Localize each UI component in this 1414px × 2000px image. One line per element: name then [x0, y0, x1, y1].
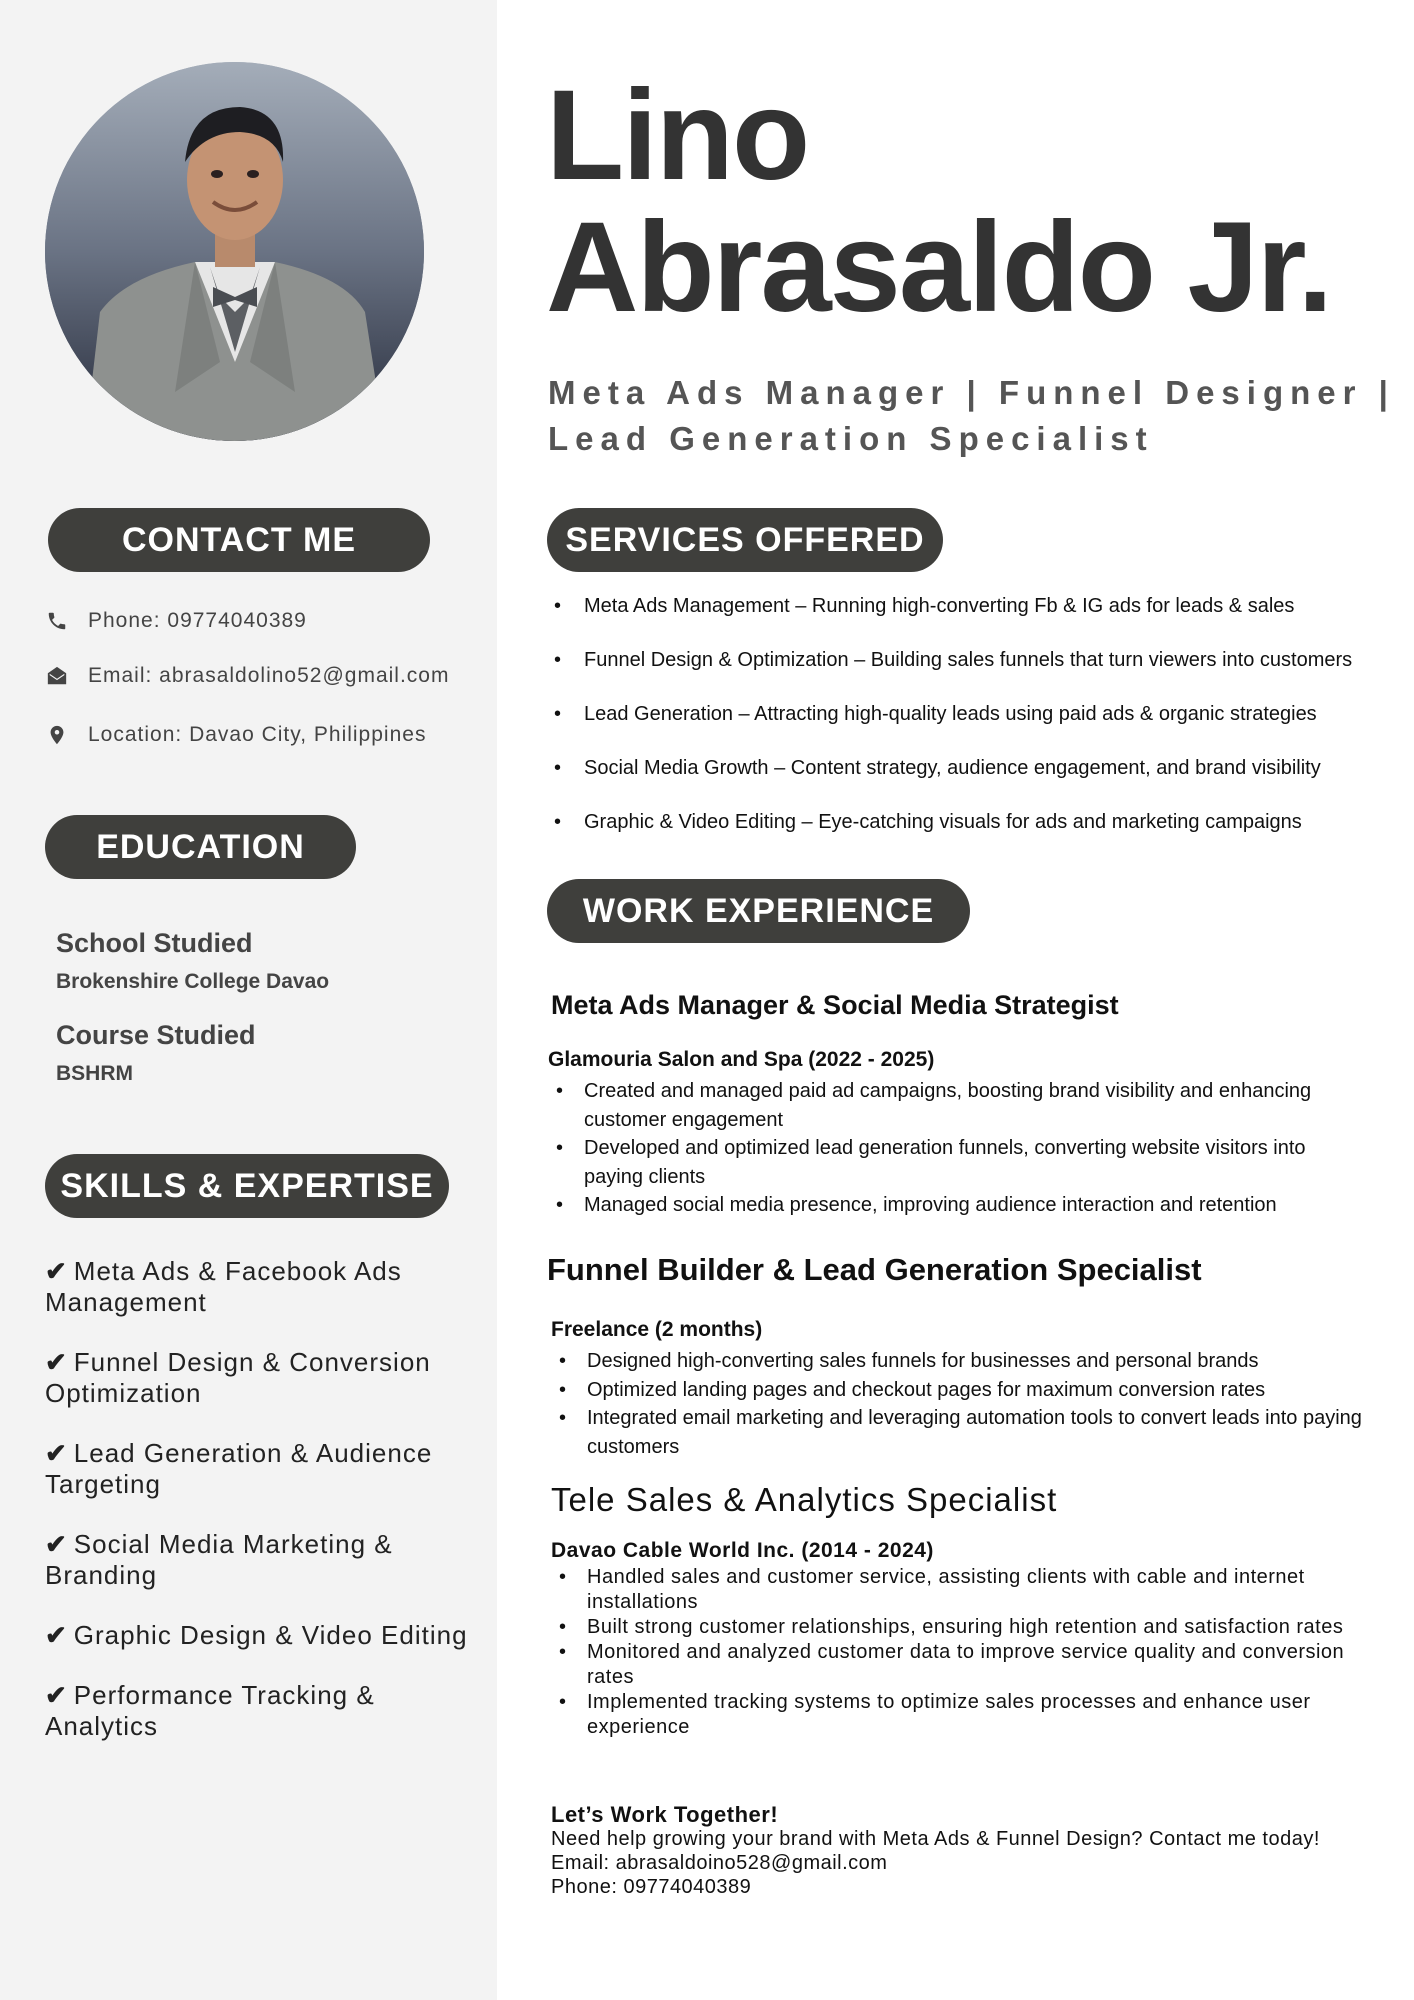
service-item: • Meta Ads Management – Running high-converting Fb & IG ads for leads & sales — [548, 593, 1414, 619]
job-bullet: • Built strong customer relationships, ensuring high retention and satisfaction rates — [551, 1615, 1381, 1640]
job-bullet: • Created and managed paid ad campaigns, boosting brand visibility and enhancing customer engagement — [548, 1077, 1368, 1134]
skill-text: Graphic Design & Video Editing — [73, 1620, 468, 1650]
skill-text: Lead Generation & Audience Targeting — [45, 1438, 433, 1499]
education-heading — [45, 815, 356, 879]
job-company: Glamouria Salon and Spa (2022 - 2025) — [548, 1048, 935, 1071]
job-title: Tele Sales & Analytics Specialist — [551, 1481, 1058, 1518]
cta-phone[interactable]: Phone: 09774040389 — [551, 1876, 752, 1898]
school-label: School Studied — [56, 928, 253, 958]
profile-photo — [45, 62, 424, 441]
job-bullet: • Designed high-converting sales funnels for businesses and personal brands — [551, 1347, 1371, 1376]
checkmark-icon: ✔ — [45, 1529, 68, 1559]
job-bullet: • Developed and optimized lead generation funnels, converting website visitors into paying clients — [548, 1134, 1368, 1191]
contact-email[interactable]: Email: abrasaldolino52@gmail.com — [88, 664, 450, 687]
job-bullets — [551, 1565, 1381, 1740]
work-heading-label: WORK EXPERIENCE — [582, 891, 935, 930]
job-company: Freelance (2 months) — [551, 1318, 763, 1341]
job-bullet: • Implemented tracking systems to optimize sales processes and enhance user experience — [551, 1690, 1381, 1740]
job-bullets — [551, 1347, 1371, 1461]
education-heading-label: EDUCATION — [96, 827, 305, 866]
services-heading — [547, 508, 943, 572]
course-value: BSHRM — [56, 1062, 133, 1085]
envelope-open-icon — [46, 665, 68, 687]
call-to-action — [551, 1803, 1320, 1899]
contact-location: Location: Davao City, Philippines — [88, 723, 427, 746]
skill-item — [45, 1620, 485, 1651]
subtitle-line-2: Lead Generation Specialist — [548, 420, 1154, 457]
contact-phone[interactable]: Phone: 09774040389 — [88, 609, 307, 632]
contact-location-row — [46, 723, 426, 747]
checkmark-icon: ✔ — [45, 1347, 68, 1377]
map-pin-icon — [46, 724, 68, 746]
skill-item — [45, 1347, 485, 1409]
skills-heading — [45, 1154, 449, 1218]
job-bullet: • Monitored and analyzed customer data to improve service quality and conversion rates — [551, 1640, 1381, 1690]
contact-heading-label: CONTACT ME — [121, 520, 357, 559]
job-bullet: • Integrated email marketing and leveraging automation tools to convert leads into paying customers — [551, 1404, 1371, 1461]
job-bullet: • Optimized landing pages and checkout pages for maximum conversion rates — [551, 1376, 1371, 1405]
job-subtitle — [548, 370, 1398, 462]
skills-heading-label: SKILLS & EXPERTISE — [60, 1166, 434, 1205]
checkmark-icon: ✔ — [45, 1256, 68, 1286]
skill-item — [45, 1438, 485, 1500]
checkmark-icon: ✔ — [45, 1680, 68, 1710]
job-company: Davao Cable World Inc. (2014 - 2024) — [551, 1539, 934, 1562]
skills-list — [45, 1256, 485, 1771]
service-item: • Social Media Growth – Content strategy, audience engagement, and brand visibility — [548, 755, 1414, 781]
contact-email-row — [46, 664, 449, 688]
skill-text: Performance Tracking & Analytics — [45, 1680, 375, 1741]
skill-item — [45, 1529, 485, 1591]
service-item: • Funnel Design & Optimization – Building sales funnels that turn viewers into customers — [548, 647, 1414, 673]
job-title: Meta Ads Manager & Social Media Strategist — [551, 990, 1119, 1020]
phone-icon — [46, 610, 68, 632]
skill-item — [45, 1680, 485, 1742]
checkmark-icon: ✔ — [45, 1438, 68, 1468]
contact-heading — [48, 508, 430, 572]
name-last: Abrasaldo Jr. — [546, 196, 1331, 339]
services-list — [548, 593, 1414, 863]
school-value: Brokenshire College Davao — [56, 970, 330, 993]
work-heading — [547, 879, 970, 943]
skill-text: Funnel Design & Conversion Optimization — [45, 1347, 431, 1408]
skill-text: Social Media Marketing & Branding — [45, 1529, 393, 1590]
course-label: Course Studied — [56, 1020, 256, 1050]
services-heading-label: SERVICES OFFERED — [565, 520, 925, 559]
name-first: Lino — [546, 64, 809, 207]
job-title: Funnel Builder & Lead Generation Specialist — [547, 1252, 1202, 1287]
job-bullet: • Handled sales and customer service, assisting clients with cable and internet installations — [551, 1565, 1381, 1615]
profile-photo-illustration — [45, 62, 424, 441]
service-item: • Graphic & Video Editing – Eye-catching visuals for ads and marketing campaigns — [548, 809, 1414, 835]
checkmark-icon: ✔ — [45, 1620, 68, 1650]
skill-text: Meta Ads & Facebook Ads Management — [45, 1256, 402, 1317]
skill-item — [45, 1256, 485, 1318]
job-bullet: • Managed social media presence, improving audience interaction and retention — [548, 1191, 1368, 1220]
cta-title: Let’s Work Together! — [551, 1802, 779, 1827]
job-bullets — [548, 1077, 1368, 1220]
full-name — [546, 64, 1331, 339]
cta-message: Need help growing your brand with Meta Ads & Funnel Design? Contact me today! — [551, 1828, 1320, 1850]
contact-phone-row — [46, 609, 307, 633]
subtitle-line-1: Meta Ads Manager | Funnel Designer | — [548, 374, 1395, 411]
service-item: • Lead Generation – Attracting high-quality leads using paid ads & organic strategies — [548, 701, 1414, 727]
cta-email[interactable]: Email: abrasaldoino528@gmail.com — [551, 1852, 888, 1874]
